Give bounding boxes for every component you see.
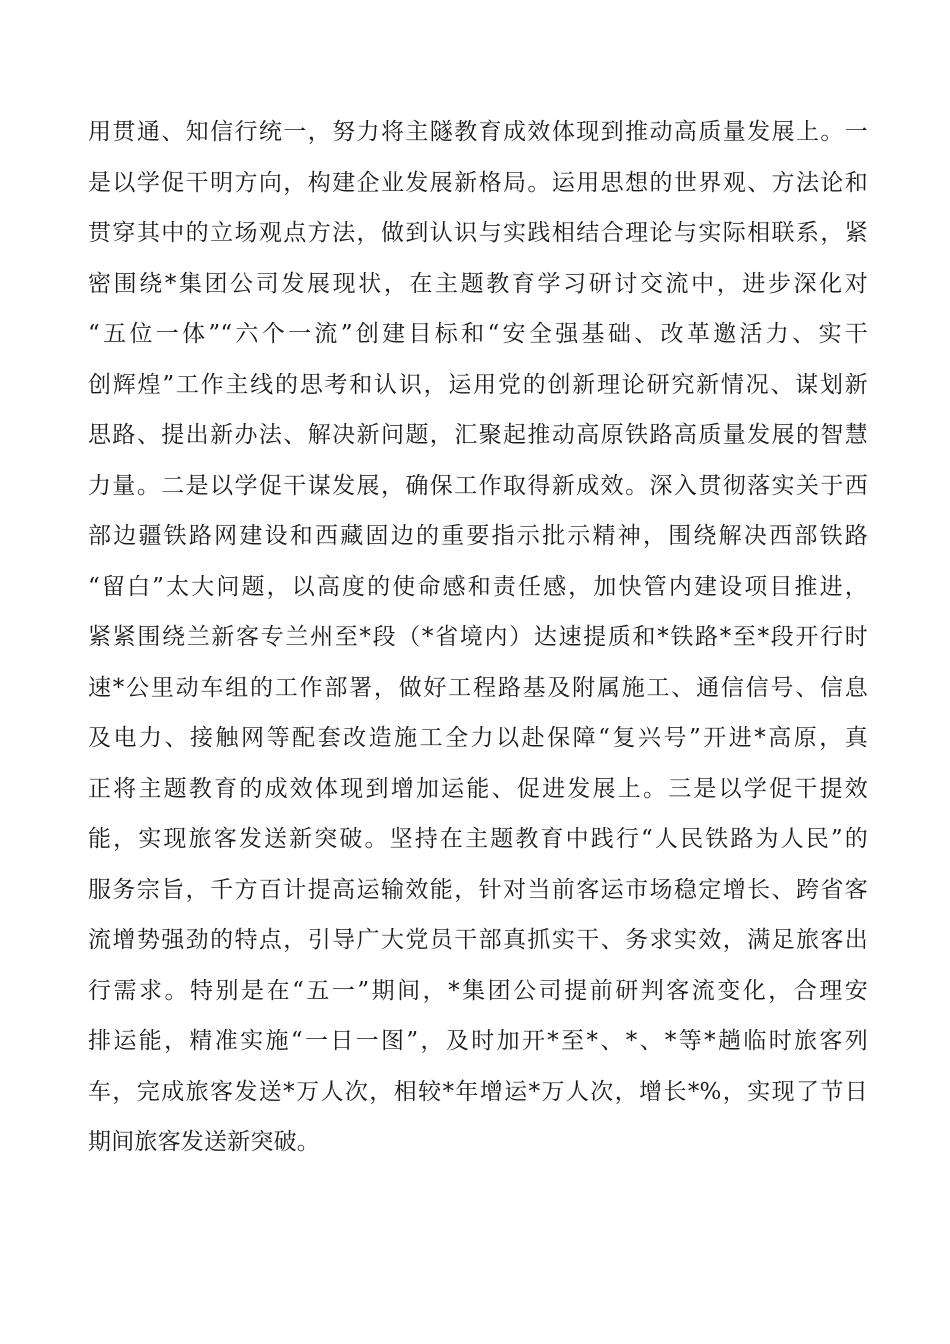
text-line: “留白”太大问题，以高度的使命感和责任感，加快管内建设项目推进， — [88, 573, 868, 600]
text-line: 车，完成旅客发送*万人次，相较*年增运*万人次，增长*%，实现了节日 — [88, 1078, 868, 1105]
text-line: 速*公里动车组的工作部署，做好工程路基及附属施工、通信信号、信息 — [88, 674, 868, 701]
text-line: 贯穿其中的立场观点方法，做到认识与实践相结合理论与实际相联系，紧 — [88, 220, 868, 246]
text-line: 创辉煌”工作主线的思考和认识，运用党的创新理论研究新情况、谋划新 — [88, 371, 868, 398]
text-line: 及电力、接触网等配套改造施工全力以赴保障“复兴号”开进*高原，真 — [88, 725, 868, 751]
text-line: 流增势强劲的特点，引导广大党员干部真抓实干、务求实效，满足旅客出 — [88, 927, 868, 953]
body-paragraph — [88, 107, 868, 1168]
text-line: 正将主题教育的成效体现到增加运能、促进发展上。三是以学促干提效 — [88, 775, 868, 802]
text-line: 用贯通、知信行统一，努力将主隧教育成效体现到推动高质量发展上。一 — [88, 119, 868, 145]
text-line: 力量。二是以学促干谋发展，确保工作取得新成效。深入贯彻落实关于西 — [88, 472, 868, 499]
text-line: 思路、提出新办法、解决新问题，汇聚起推动高原铁路高质量发展的智慧 — [88, 422, 868, 448]
text-line: “五位一体”“六个一流”创建目标和“安全强基础、改革邀活力、实干 — [88, 321, 868, 347]
text-line: 能，实现旅客发送新突破。坚持在主题教育中践行“人民铁路为人民”的 — [88, 826, 868, 852]
text-line: 排运能，精准实施“一日一图”，及时加开*至*、*、*等*趟临时旅客列 — [88, 1028, 868, 1054]
text-line: 是以学促干明方向，构建企业发展新格局。运用思想的世界观、方法论和 — [88, 169, 868, 196]
text-line: 部边疆铁路网建设和西藏固边的重要指示批示精神，围绕解决西部铁路 — [88, 523, 868, 549]
text-line: 紧紧围绕兰新客专兰州至*段（*省境内）达速提质和*铁路*至*段开行时 — [88, 624, 868, 650]
text-line: 密围绕*集团公司发展现状，在主题教育学习研讨交流中，进步深化对 — [88, 270, 868, 297]
text-line: 服务宗旨，千方百计提高运输效能，针对当前客运市场稳定增长、跨省客 — [88, 876, 868, 903]
text-line: 期间旅客发送新突破。 — [88, 1129, 320, 1155]
text-line: 行需求。特别是在“五一”期间，*集团公司提前研判客流变化，合理安 — [88, 977, 868, 1004]
